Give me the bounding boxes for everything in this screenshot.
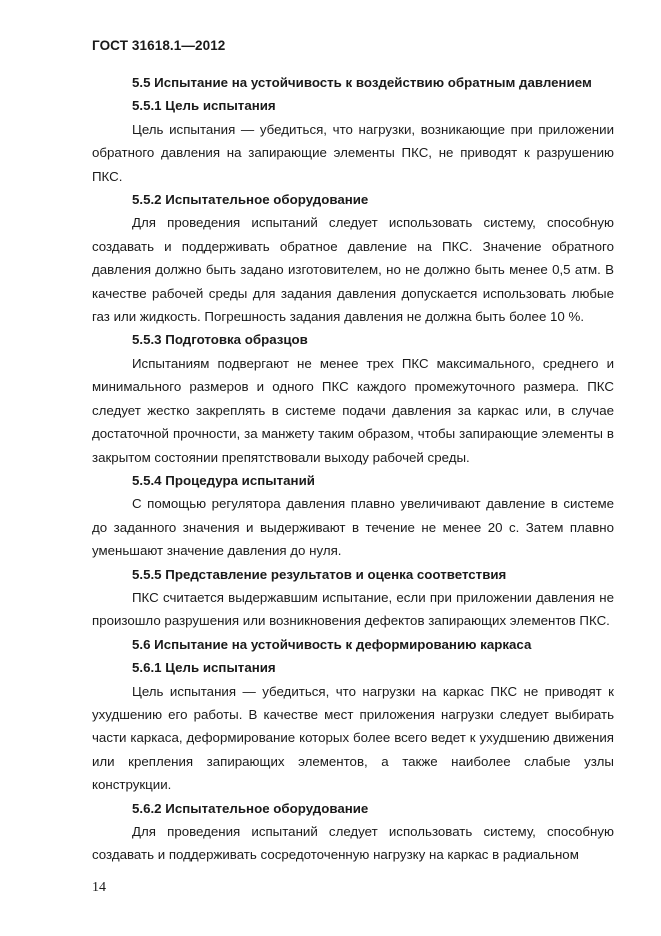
section-heading-5-5: 5.5 Испытание на устойчивость к воздействию обратным давлением (132, 75, 592, 90)
subsection-heading-5-5-2: 5.5.2 Испытательное оборудование (132, 192, 369, 208)
document-code: ГОСТ 31618.1—2012 (92, 38, 226, 53)
paragraph-5-6-1: Цель испытания — убедиться, что нагрузки на каркас ПКС не приводят к ухудшению его работы. В качестве мест приложения нагрузки следует выбирать части каркаса, деформирование которых более всего ведет к ухудшению движения или крепления запирающих элементов, а также наиболее слабые узлы конструкции. (92, 683, 614, 793)
paragraph-5-5-5: ПКС считается выдержавшим испытание, если при приложении давления не произошло разрушения или возникновения дефектов запирающих элементов ПКС. (92, 589, 614, 629)
paragraph-5-5-3: Испытаниям подвергают не менее трех ПКС максимального, среднего и минимального размеров и одного ПКС каждого промежуточного размера. ПКС следует жестко закреплять в системе подачи давления за каркас или, в случае достаточной прочности, за манжету таким образом, чтобы запирающие элементы в закрытом состоянии препятствовали выходу рабочей среды. (92, 355, 614, 465)
section-heading-5-6: 5.6 Испытание на устойчивость к деформированию каркаса (132, 636, 532, 652)
paragraph-5-5-2: Для проведения испытаний следует использовать систему, способную создавать и поддерживать обратное давление на ПКС. Значение обратного давления должно быть задано изготовителем, но не должно быть менее 0,5 атм. В качестве рабочей среды для задания давления допускается использовать любые газ или жидкость. Погрешность задания давления не должна быть более 10 %. (92, 215, 614, 325)
paragraph-5-5-4: С помощью регулятора давления плавно увеличивают давление в системе до заданного значения и выдерживают в течение не менее 20 с. Затем плавно уменьшают значение давления до нуля. (92, 496, 614, 559)
subsection-heading-5-5-4: 5.5.4 Процедура испытаний (132, 472, 315, 488)
paragraph-5-6-2: Для проведения испытаний следует использовать систему, способную создавать и поддерживать сосредоточенную нагрузку на каркас в радиальном (92, 824, 614, 863)
subsection-heading-5-6-1: 5.6.1 Цель испытания (132, 660, 276, 676)
subsection-heading-5-6-2: 5.6.2 Испытательное оборудование (132, 800, 369, 816)
subsection-heading-5-5-3: 5.5.3 Подготовка образцов (132, 332, 308, 348)
page-body (92, 71, 614, 867)
subsection-heading-5-5-5: 5.5.5 Представление результатов и оценка соответствия (132, 566, 507, 582)
paragraph-5-5-1: Цель испытания — убедиться, что нагрузки, возникающие при приложении обратного давления на запирающие элементы ПКС, не приводят к разрушению ПКС. (92, 121, 614, 184)
subsection-heading-5-5-1: 5.5.1 Цель испытания (132, 98, 276, 114)
page-number: 14 (92, 880, 106, 895)
